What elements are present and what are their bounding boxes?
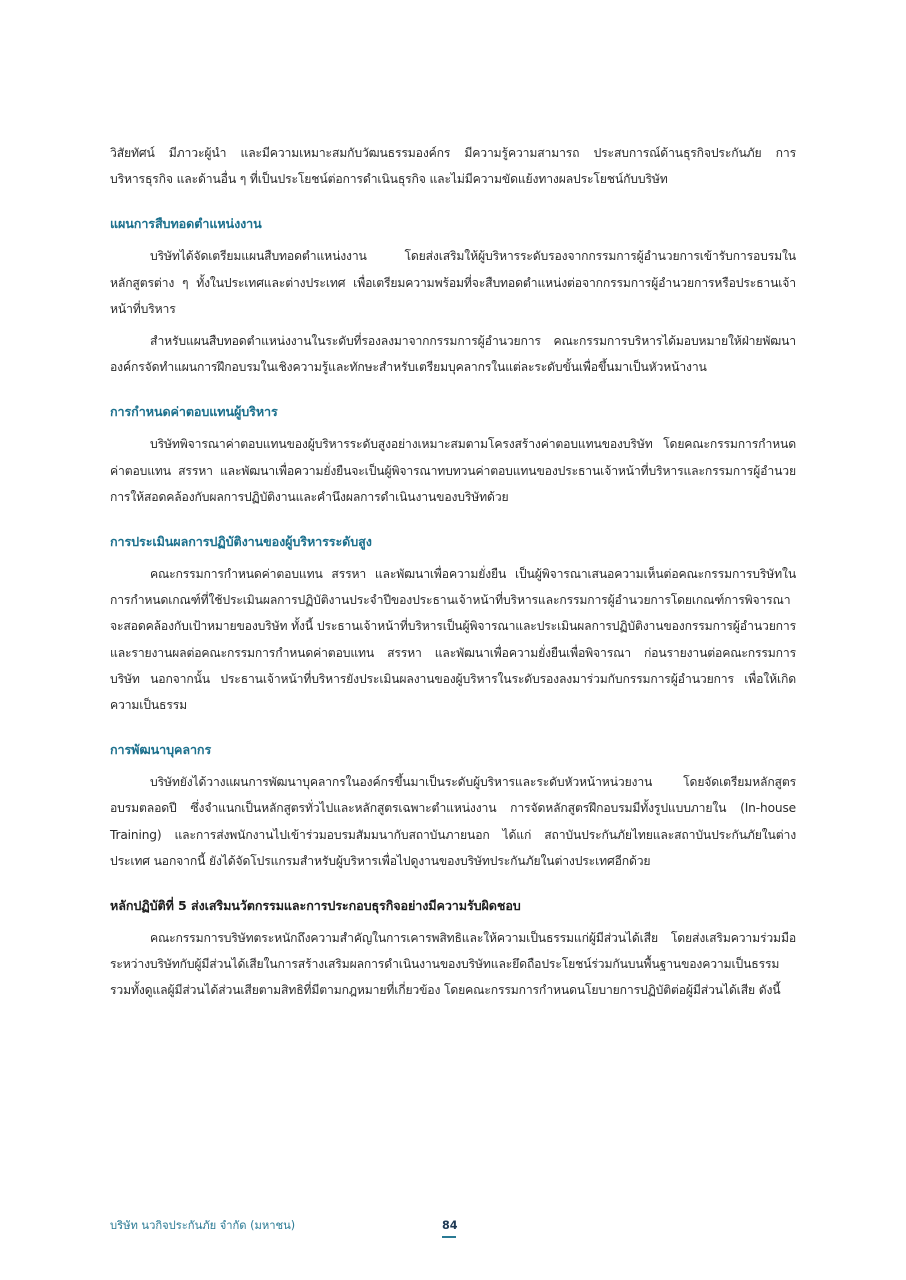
- page-footer: [110, 1216, 796, 1240]
- succession-plan-paragraph-1: บริษัทได้จัดเตรียมแผนสืบทอดตำแหน่งงาน โดยส่งเสริมให้ผู้บริหารระดับรองจากกรรมการผู้อำนวยการเข้ารับการอบรมในหลักสูตรต่าง ๆ ทั้งในประเทศและต่างประเทศ เพื่อเตรียมความพร้อมที่จะสืบทอดตำแหน่งต่อจากกรรมการผู้อำนวยการหรือประธานเจ้าหน้าที่บริหาร: [110, 249, 796, 316]
- succession-plan-paragraph-2: สำหรับแผนสืบทอดตำแหน่งงานในระดับที่รองลงมาจากกรรมการผู้อำนวยการ คณะกรรมการบริหารได้มอบหมายให้ฝ่ายพัฒนาองค์กรจัดทำแผนการฝึกอบรมในเชิงความรู้และทักษะสำหรับเตรียมบุคลากรในแต่ละระดับขั้นเพื่อขึ้นมาเป็นหัวหน้างาน: [110, 334, 796, 375]
- principle-5-heading: หลักปฏิบัติที่ 5 ส่งเสริมนวัตกรรมและการประกอบธุรกิจอย่างมีความรับผิดชอบ: [110, 898, 521, 914]
- executive-compensation-paragraph: บริษัทพิจารณาค่าตอบแทนของผู้บริหารระดับสูงอย่างเหมาะสมตามโครงสร้างค่าตอบแทนของบริษัท โดยคณะกรรมการกำหนดค่าตอบแทน สรรหา และพัฒนาเพื่อความยั่งยืนจะเป็นผู้พิจารณาทบทวนค่าตอบแทนของประธานเจ้าหน้าที่บริหารและกรรมการผู้อำนวยการให้สอดคล้องกับผลการปฏิบัติงานและคำนึงผลการดำเนินงานของบริษัทด้วย: [110, 437, 796, 504]
- executive-evaluation-paragraph: คณะกรรมการกำหนดค่าตอบแทน สรรหา และพัฒนาเพื่อความยั่งยืน เป็นผู้พิจารณาเสนอความเห็นต่อคณะกรรมการบริษัทในการกำหนดเกณฑ์ที่ใช้ประเมินผลการปฏิบัติงานประจำปีของประธานเจ้าหน้าที่บริหารและกรรมการผู้อำนวยการโดยเกณฑ์การพิจารณาจะสอดคล้องกับเป้าหมายของบริษัท ทั้งนี้ ประธานเจ้าหน้าที่บริหารเป็นผู้พิจารณาและประเมินผลการปฏิบัติงานของกรรมการผู้อำนวยการ และรายงานผลต่อคณะกรรมการกำหนดค่าตอบแทน สรรหา และพัฒนาเพื่อความยั่งยืนเพื่อพิจารณา ก่อนรายงานต่อคณะกรรมการบริษัท นอกจากนั้น ประธานเจ้าหน้าที่บริหารยังประเมินผลงานของผู้บริหารในระดับรองลงมาร่วมกับกรรมการผู้อำนวยการ เพื่อให้เกิดความเป็นธรรม: [110, 567, 796, 713]
- page-number: 84: [442, 1219, 458, 1232]
- page-content: [110, 140, 796, 1004]
- personnel-development-paragraph: บริษัทยังได้วางแผนการพัฒนาบุคลากรในองค์กรขึ้นมาเป็นระดับผู้บริหารและระดับหัวหน้าหน่วยงาน โดยจัดเตรียมหลักสูตรอบรมตลอดปี ซึ่งจำแนกเป็นหลักสูตรทั่วไปและหลักสูตรเฉพาะตำแหน่งงาน การจัดหลักสูตรฝึกอบรมมีทั้งรูปแบบภายใน (In-house Training) และการส่งพนักงานไปเข้าร่วมอบรมสัมมนากับสถาบันภายนอก ได้แก่ สถาบันประกันภัยไทยและสถาบันประกันภัยในต่างประเทศ นอกจากนี้ ยังได้จัดโปรแกรมสำหรับผู้บริหารเพื่อไปดูงานของบริษัทประกันภัยในต่างประเทศอีกด้วย: [110, 775, 796, 868]
- section-heading-executive-evaluation: การประเมินผลการปฏิบัติงานของผู้บริหารระดับสูง: [110, 534, 372, 550]
- section-heading-succession-plan: แผนการสืบทอดตำแหน่งงาน: [110, 216, 262, 232]
- section-heading-executive-compensation: การกำหนดค่าตอบแทนผู้บริหาร: [110, 404, 278, 420]
- intro-paragraph: วิสัยทัศน์ มีภาวะผู้นำ และมีความเหมาะสมกับวัฒนธรรมองค์กร มีความรู้ความสามารถ ประสบการณ์ด้านธุรกิจประกันภัย การบริหารธุรกิจ และด้านอื่น ๆ ที่เป็นประโยชน์ต่อการดำเนินธุรกิจ และไม่มีความขัดแย้งทางผลประโยชน์กับบริษัท: [110, 146, 796, 187]
- section-heading-personnel-development: การพัฒนาบุคลากร: [110, 742, 212, 758]
- footer-company-name: บริษัท นวกิจประกันภัย จำกัด (มหาชน): [110, 1219, 296, 1232]
- principle-5-paragraph: คณะกรรมการบริษัทตระหนักถึงความสำคัญในการเคารพสิทธิและให้ความเป็นธรรมแก่ผู้มีส่วนได้เสีย โดยส่งเสริมความร่วมมือระหว่างบริษัทกับผู้มีส่วนได้เสียในการสร้างเสริมผลการดำเนินงานของบริษัทและยึดถือประโยชน์ร่วมกันบนพื้นฐานของความเป็นธรรม รวมทั้งดูแลผู้มีส่วนได้ส่วนเสียตามสิทธิที่มีตามกฎหมายที่เกี่ยวข้อง โดยคณะกรรมการกำหนดนโยบายการปฏิบัติต่อผู้มีส่วนได้เสีย ดังนี้: [110, 931, 796, 998]
- page-number-underline: [442, 1236, 456, 1238]
